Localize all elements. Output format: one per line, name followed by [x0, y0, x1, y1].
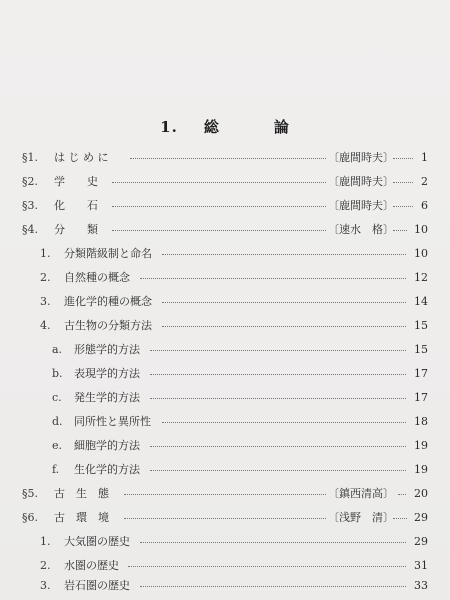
toc-row-item: [0, 412, 450, 430]
dot-leader: [150, 470, 406, 471]
page-number: 6: [421, 198, 428, 212]
subsection-mark: 3.: [40, 578, 51, 592]
toc-row-subsection: [0, 556, 450, 574]
dot-leader: [150, 374, 406, 375]
toc-row-section-4: [0, 220, 450, 238]
author: 〔浅野 清〕: [328, 511, 394, 524]
page-number: 20: [414, 486, 428, 500]
page-number: 31: [414, 558, 428, 572]
subsection-mark: 4.: [40, 318, 51, 332]
subsection-title: 進化学的種の概念: [64, 295, 152, 308]
dot-leader: [393, 518, 407, 519]
page-number: 17: [414, 366, 428, 380]
author: 〔速水 格〕: [328, 223, 394, 236]
dot-leader: [162, 254, 406, 255]
subsection-title: 古生物の分類方法: [64, 319, 152, 332]
page-number: 19: [414, 438, 428, 452]
author: 〔鎮西清高〕: [328, 487, 394, 500]
item-title: 形態学的方法: [74, 343, 140, 356]
dot-leader: [150, 350, 406, 351]
toc-row-subsection: [0, 532, 450, 550]
section-title: 化 石: [54, 199, 98, 212]
subsection-mark: 3.: [40, 294, 51, 308]
subsection-title: 分類階級制と命名: [64, 247, 152, 260]
dot-leader: [130, 158, 326, 159]
subsection-title: 岩石圏の歴史: [64, 579, 130, 592]
dot-leader: [112, 206, 326, 207]
section-mark: §5.: [22, 486, 38, 500]
dot-leader: [112, 230, 326, 231]
author: 〔鹿間時夫〕: [328, 199, 394, 212]
author: 〔鹿間時夫〕: [328, 175, 394, 188]
chapter-number: 1.: [160, 118, 178, 136]
page-number: 17: [414, 390, 428, 404]
item-title: 細胞学的方法: [74, 439, 140, 452]
page-number: 15: [414, 318, 428, 332]
page-number: 15: [414, 342, 428, 356]
toc-row-section-1: [0, 148, 450, 166]
section-title: 学 史: [54, 175, 98, 188]
item-mark: a.: [52, 342, 63, 356]
dot-leader: [140, 586, 406, 587]
dot-leader: [393, 182, 413, 183]
dot-leader: [393, 206, 413, 207]
page-number: 12: [414, 270, 428, 284]
item-mark: e.: [52, 438, 63, 452]
section-title: 古 生 態: [54, 487, 109, 500]
toc-row-item: [0, 340, 450, 358]
section-mark: §3.: [22, 198, 38, 212]
dot-leader: [150, 398, 406, 399]
toc-row-subsection: [0, 244, 450, 262]
dot-leader: [124, 494, 326, 495]
toc-row-subsection: [0, 292, 450, 310]
toc-row-item: [0, 364, 450, 382]
dot-leader: [393, 230, 407, 231]
page-number: 18: [414, 414, 428, 428]
dot-leader: [162, 422, 406, 423]
section-mark: §6.: [22, 510, 38, 524]
toc-row-section-5: [0, 484, 450, 502]
dot-leader: [162, 326, 406, 327]
toc-row-subsection: [0, 316, 450, 334]
section-mark: §2.: [22, 174, 38, 188]
subsection-title: 水圏の歴史: [64, 559, 119, 572]
toc-row-subsection: [0, 576, 450, 594]
chapter-title-char-1: 総: [203, 118, 220, 136]
item-mark: b.: [52, 366, 63, 380]
toc-row-subsection: [0, 268, 450, 286]
item-mark: d.: [52, 414, 63, 428]
section-title: 分 類: [54, 223, 98, 236]
page-number: 1: [421, 150, 428, 164]
dot-leader: [140, 278, 406, 279]
subsection-mark: 1.: [40, 534, 51, 548]
toc-row-section-3: [0, 196, 450, 214]
section-title: 古 環 境: [54, 511, 109, 524]
page-number: 10: [414, 246, 428, 260]
page-number: 29: [414, 510, 428, 524]
page-number: 2: [421, 174, 428, 188]
subsection-title: 自然種の概念: [64, 271, 130, 284]
toc-row-section-2: [0, 172, 450, 190]
dot-leader: [150, 446, 406, 447]
section-mark: §4.: [22, 222, 38, 236]
dot-leader: [124, 518, 326, 519]
author: 〔鹿間時夫〕: [328, 151, 394, 164]
subsection-mark: 2.: [40, 558, 51, 572]
item-title: 発生学的方法: [74, 391, 140, 404]
dot-leader: [162, 302, 406, 303]
subsection-mark: 2.: [40, 270, 51, 284]
toc-row-section-6: [0, 508, 450, 526]
section-mark: §1.: [22, 150, 38, 164]
toc-row-item: [0, 460, 450, 478]
subsection-mark: 1.: [40, 246, 51, 260]
toc-row-item: [0, 436, 450, 454]
dot-leader: [112, 182, 326, 183]
page-number: 19: [414, 462, 428, 476]
item-title: 生化学的方法: [74, 463, 140, 476]
page-number: 14: [414, 294, 428, 308]
dot-leader: [398, 494, 406, 495]
dot-leader: [140, 542, 406, 543]
subsection-title: 大気圏の歴史: [64, 535, 130, 548]
page-number: 29: [414, 534, 428, 548]
item-mark: f.: [52, 462, 60, 476]
item-title: 表現学的方法: [74, 367, 140, 380]
dot-leader: [128, 566, 406, 567]
page-number: 33: [414, 578, 428, 592]
toc-row-item: [0, 388, 450, 406]
item-mark: c.: [52, 390, 62, 404]
section-title: は じ め に: [54, 151, 109, 164]
dot-leader: [393, 158, 413, 159]
item-title: 同所性と異所性: [74, 415, 151, 428]
chapter-title-char-2: 論: [273, 118, 290, 136]
page-number: 10: [414, 222, 428, 236]
